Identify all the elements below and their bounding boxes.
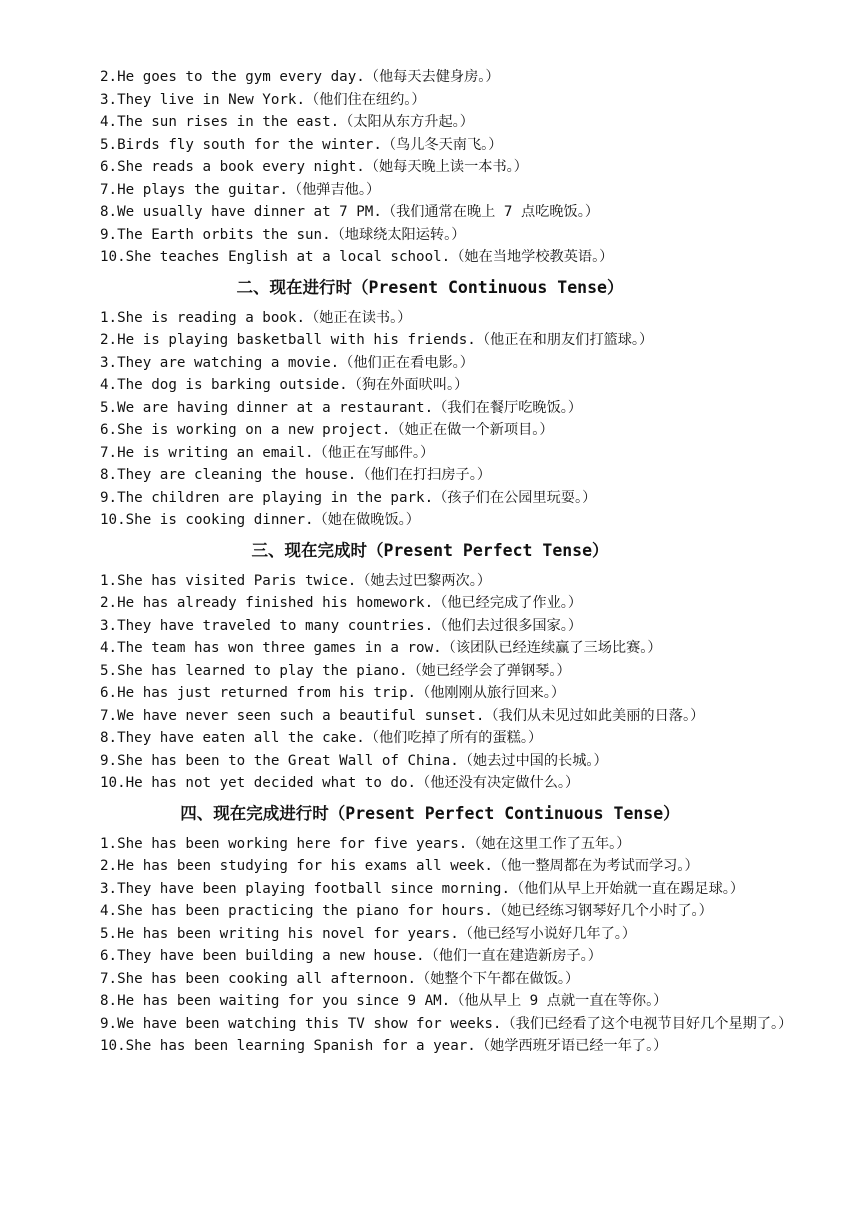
list-item: 3.They live in New York.（他们住在纽约。） xyxy=(100,91,426,108)
list-item: 9.The children are playing in the park.（孩子们在公园里玩耍。） xyxy=(100,489,597,506)
list-item: 9.She has been to the Great Wall of China.（她去过中国的长城。） xyxy=(100,752,608,769)
section-heading-present-continuous: 二、现在进行时（Present Continuous Tense） xyxy=(236,277,624,297)
section-heading-present-perfect-continuous: 四、现在完成进行时（Present Perfect Continuous Tense） xyxy=(180,803,680,823)
list-item: 3.They have traveled to many countries.（他们去过很多国家。） xyxy=(100,617,583,634)
list-item: 8.We usually have dinner at 7 PM.（我们通常在晚上 7 点吃晚饭。） xyxy=(100,204,600,220)
list-item: 7.She has been cooking all afternoon.（她整个下午都在做饭。） xyxy=(100,970,580,987)
simple-present-list xyxy=(0,66,860,269)
document-page xyxy=(0,66,860,1058)
list-item: 4.The sun rises in the east.（太阳从东方升起。） xyxy=(100,114,474,130)
list-item: 10.She is cooking dinner.（她在做晚饭。） xyxy=(100,512,420,528)
list-item: 2.He goes to the gym every day.（他每天去健身房。） xyxy=(100,69,500,85)
list-item: 10.She has been learning Spanish for a year.（她学西班牙语已经一年了。） xyxy=(100,1038,668,1054)
list-item: 5.He has been writing his novel for years.（他已经写小说好几年了。） xyxy=(100,925,637,942)
list-item: 2.He is playing basketball with his friends.（他正在和朋友们打篮球。） xyxy=(100,332,654,348)
list-item: 3.They have been playing football since morning.（他们从早上开始就一直在踢足球。） xyxy=(100,880,745,897)
list-item: 8.They have eaten all the cake.（他们吃掉了所有的蛋糕。） xyxy=(100,730,543,746)
present-continuous-list xyxy=(0,307,860,532)
list-item: 6.He has just returned from his trip.（他刚刚从旅行回来。） xyxy=(100,685,566,701)
list-item: 7.We have never seen such a beautiful sunset.（我们从未见过如此美丽的日落。） xyxy=(100,707,705,724)
list-item: 2.He has been studying for his exams all week.（他一整周都在为考试而学习。） xyxy=(100,858,699,874)
list-item: 5.Birds fly south for the winter.（鸟儿冬天南飞。） xyxy=(100,136,503,153)
list-item: 5.We are having dinner at a restaurant.（我们在餐厅吃晚饭。） xyxy=(100,399,583,416)
list-item: 10.He has not yet decided what to do.（他还没有决定做什么。） xyxy=(100,775,580,791)
list-item: 7.He plays the guitar.（他弹吉他。） xyxy=(100,181,381,198)
list-item: 8.They are cleaning the house.（他们在打扫房子。） xyxy=(100,467,492,483)
list-item: 6.She reads a book every night.（她每天晚上读一本书。） xyxy=(100,159,528,175)
list-item: 6.She is working on a new project.（她正在做一个新项目。） xyxy=(100,422,554,438)
list-item: 1.She has been working here for five years.（她在这里工作了五年。） xyxy=(100,835,631,852)
list-item: 5.She has learned to play the piano.（她已经学会了弹钢琴。） xyxy=(100,662,571,679)
present-perfect-list xyxy=(0,570,860,795)
list-item: 10.She teaches English at a local school.（她在当地学校教英语。） xyxy=(100,249,614,265)
section-heading-present-perfect: 三、现在完成时（Present Perfect Tense） xyxy=(251,540,609,560)
list-item: 6.They have been building a new house.（他们一直在建造新房子。） xyxy=(100,948,602,964)
list-item: 9.We have been watching this TV show for weeks.（我们已经看了这个电视节目好几个星期了。） xyxy=(100,1015,793,1032)
list-item: 4.She has been practicing the piano for hours.（她已经练习钢琴好几个小时了。） xyxy=(100,903,713,919)
list-item: 1.She has visited Paris twice.（她去过巴黎两次。） xyxy=(100,572,492,589)
list-item: 3.They are watching a movie.（他们正在看电影。） xyxy=(100,354,474,371)
list-item: 4.The dog is barking outside.（狗在外面吠叫。） xyxy=(100,377,469,393)
list-item: 4.The team has won three games in a row.（该团队已经连续赢了三场比赛。） xyxy=(100,640,662,656)
list-item: 8.He has been waiting for you since 9 AM.（他从早上 9 点就一直在等你。） xyxy=(100,993,668,1009)
list-item: 2.He has already finished his homework.（他已经完成了作业。） xyxy=(100,595,583,611)
present-perfect-continuous-list xyxy=(0,833,860,1058)
list-item: 9.The Earth orbits the sun.（地球绕太阳运转。） xyxy=(100,226,466,243)
list-item: 1.She is reading a book.（她正在读书。） xyxy=(100,309,412,326)
list-item: 7.He is writing an email.（他正在写邮件。） xyxy=(100,444,435,461)
